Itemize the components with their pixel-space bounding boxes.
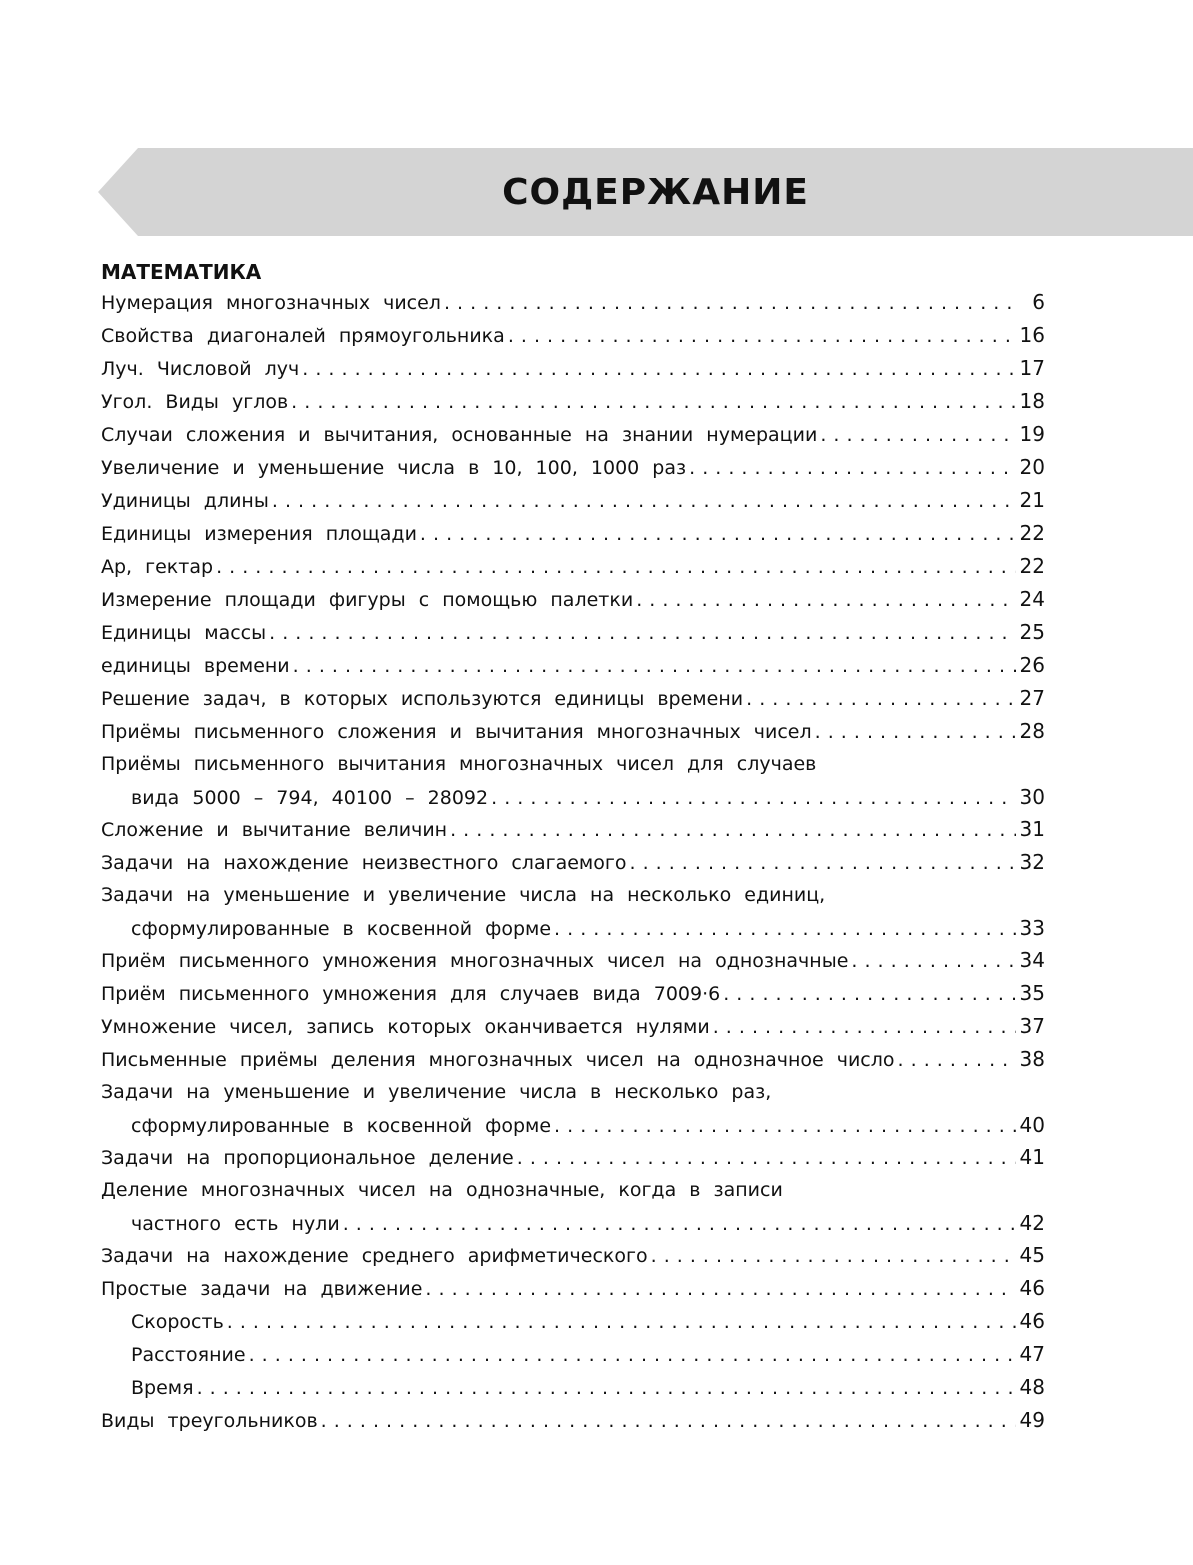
- toc-entry-line: [101, 1239, 1045, 1272]
- toc-entry-line: [101, 484, 1045, 517]
- toc-entry[interactable]: [101, 352, 1045, 385]
- toc-entry-line: [101, 781, 1045, 813]
- toc-entry-line: [101, 1043, 1045, 1076]
- dot-leader: [713, 1011, 1016, 1044]
- toc-entry-title: Простые задачи на движение: [101, 1278, 423, 1300]
- dot-leader: [820, 419, 1015, 452]
- toc-entry-line: [101, 1338, 1045, 1371]
- toc-entry-title: единицы времени: [101, 655, 290, 677]
- toc-entry-line: [101, 517, 1045, 550]
- toc-entry[interactable]: [101, 1043, 1045, 1076]
- dot-leader: [491, 782, 1015, 814]
- toc-entry-line: [101, 1109, 1045, 1141]
- toc-entry-line: [101, 451, 1045, 484]
- toc-page-number: 35: [1019, 981, 1045, 1005]
- toc-entry-title: вида 5000 – 794, 40100 – 28092: [131, 787, 489, 809]
- toc-entry-title: Умножение чисел, запись которых оканчивается нулями: [101, 1016, 710, 1038]
- toc-entry-line: [101, 912, 1045, 944]
- dot-leader: [197, 1372, 1016, 1405]
- toc-entry-title: Случаи сложения и вычитания, основанные на знании нумерации: [101, 424, 818, 446]
- toc-entry[interactable]: [101, 846, 1045, 879]
- toc-entry-line: [101, 1010, 1045, 1043]
- toc-page-number: 45: [1019, 1243, 1045, 1267]
- dot-leader: [321, 1405, 1016, 1438]
- toc-entry[interactable]: [101, 977, 1045, 1010]
- toc-entry[interactable]: [101, 319, 1045, 352]
- toc-entry-title: Расстояние: [131, 1344, 246, 1366]
- toc-page-number: 46: [1019, 1276, 1045, 1300]
- toc-page-number: 38: [1019, 1047, 1045, 1071]
- toc-page-number: 46: [1019, 1309, 1045, 1333]
- toc-page-number: 30: [1019, 785, 1045, 809]
- toc-entry-line: [101, 583, 1045, 616]
- toc-entry[interactable]: [101, 1272, 1045, 1305]
- dot-leader: [343, 1208, 1016, 1240]
- toc-entry-line: [101, 319, 1045, 352]
- toc-entry[interactable]: [101, 583, 1045, 616]
- toc-entry[interactable]: [101, 1076, 1045, 1141]
- toc-entry-title: Измерение площади фигуры с помощью палетки: [101, 589, 634, 611]
- toc-entry-title: Единицы измерения площади: [101, 523, 417, 545]
- toc-entry[interactable]: [101, 385, 1045, 418]
- toc-page-number: 19: [1019, 422, 1045, 446]
- toc-entry-title: Задачи на пропорциональное деление: [101, 1147, 514, 1169]
- dot-leader: [508, 320, 1016, 353]
- toc-entry[interactable]: [101, 715, 1045, 748]
- toc-entry-title: сформулированные в косвенной форме: [131, 1115, 552, 1137]
- toc-entry-title: сформулированные в косвенной форме: [131, 918, 552, 940]
- dot-leader: [272, 485, 1016, 518]
- toc-entry-title: Время: [131, 1377, 194, 1399]
- toc-entry[interactable]: [101, 879, 1045, 944]
- dot-leader: [444, 287, 1019, 320]
- toc-entry-title: Единицы массы: [101, 622, 267, 644]
- toc-entry-title: Нумерация многозначных чисел: [101, 292, 441, 314]
- toc-entry-line: [101, 715, 1045, 748]
- toc-page-number: 42: [1019, 1211, 1045, 1235]
- dot-leader: [554, 913, 1016, 945]
- dot-leader: [554, 1110, 1016, 1142]
- toc-entry-title: Приёмы письменного вычитания многозначных чисел для случаев: [101, 753, 817, 775]
- dot-leader: [629, 847, 1015, 880]
- toc-entry-line: [101, 286, 1045, 319]
- dot-leader: [651, 1240, 1016, 1273]
- toc-page-number: 17: [1019, 356, 1045, 380]
- toc-entry[interactable]: [101, 1371, 1045, 1404]
- dot-leader: [249, 1339, 1016, 1372]
- toc-entry-title: Приёмы письменного сложения и вычитания многозначных чисел: [101, 721, 812, 743]
- toc-entry-title: Приём письменного умножения многозначных чисел на однозначные: [101, 950, 849, 972]
- toc-entry-line: [101, 1305, 1045, 1338]
- toc-entry[interactable]: [101, 616, 1045, 649]
- toc-page-number: 49: [1019, 1408, 1045, 1432]
- title-banner: [98, 148, 1193, 236]
- toc-page-number: 26: [1019, 653, 1045, 677]
- toc-entry-line: [101, 1174, 1045, 1207]
- toc-page-number: 32: [1019, 850, 1045, 874]
- toc-page-number: 6: [1032, 290, 1045, 314]
- toc-entry-line: [101, 944, 1045, 977]
- toc-entry[interactable]: [101, 286, 1045, 319]
- toc-page-number: 48: [1019, 1375, 1045, 1399]
- dot-leader: [517, 1142, 1016, 1175]
- toc-entry-title: Скорость: [131, 1311, 224, 1333]
- toc-entry-title: Сложение и вычитание величин: [101, 819, 448, 841]
- dot-leader: [269, 617, 1015, 650]
- toc-entry-line: [101, 352, 1045, 385]
- toc-entry-title: Задачи на уменьшение и увеличение числа в несколько раз,: [101, 1081, 772, 1103]
- toc-entry-line: [101, 1207, 1045, 1239]
- toc-entry[interactable]: [101, 748, 1045, 813]
- dot-leader: [898, 1044, 1016, 1077]
- toc-entry-line: [101, 1141, 1045, 1174]
- toc-entry[interactable]: [101, 944, 1045, 977]
- toc-entry[interactable]: [101, 484, 1045, 517]
- toc-entry[interactable]: [101, 1174, 1045, 1239]
- dot-leader: [723, 978, 1015, 1011]
- toc-entry-line: [101, 385, 1045, 418]
- dot-leader: [450, 814, 1015, 847]
- toc-entry-title: Письменные приёмы деления многозначных чисел на однозначное число: [101, 1049, 895, 1071]
- toc-entry-title: Задачи на уменьшение и увеличение числа на несколько единиц,: [101, 884, 826, 906]
- toc-entry[interactable]: [101, 418, 1045, 451]
- toc-entry[interactable]: [101, 1141, 1045, 1174]
- table-of-contents: [101, 286, 1045, 1437]
- toc-entry-line: [101, 879, 1045, 912]
- toc-page-number: 16: [1019, 323, 1045, 347]
- toc-page-number: 31: [1019, 817, 1045, 841]
- toc-entry-title: Задачи на нахождение неизвестного слагаемого: [101, 852, 627, 874]
- toc-entry-line: [101, 1076, 1045, 1109]
- toc-page-number: 33: [1019, 916, 1045, 940]
- toc-page-number: 21: [1019, 488, 1045, 512]
- toc-entry-title: Деление многозначных чисел на однозначные, когда в записи: [101, 1179, 783, 1201]
- toc-entry[interactable]: [101, 1404, 1045, 1437]
- toc-page-number: 24: [1019, 587, 1045, 611]
- toc-entry[interactable]: [101, 682, 1045, 715]
- toc-entry-line: [101, 846, 1045, 879]
- toc-page-number: 25: [1019, 620, 1045, 644]
- dot-leader: [291, 386, 1015, 419]
- toc-entry[interactable]: [101, 1338, 1045, 1371]
- dot-leader: [425, 1273, 1015, 1306]
- toc-entry-title: Луч. Числовой луч: [101, 358, 300, 380]
- toc-page-number: 18: [1019, 389, 1045, 413]
- toc-entry[interactable]: [101, 1010, 1045, 1043]
- toc-entry-line: [101, 1272, 1045, 1305]
- toc-entry-line: [101, 1371, 1045, 1404]
- toc-entry-title: Приём письменного умножения для случаев вида 7009·6: [101, 983, 721, 1005]
- toc-entry-line: [101, 1404, 1045, 1437]
- toc-page-number: 34: [1019, 948, 1045, 972]
- toc-entry-title: Угол. Виды углов: [101, 391, 289, 413]
- dot-leader: [293, 650, 1016, 683]
- toc-entry-line: [101, 813, 1045, 846]
- toc-entry-title: Свойства диагоналей прямоугольника: [101, 325, 505, 347]
- dot-leader: [216, 551, 1015, 584]
- toc-entry-line: [101, 550, 1045, 583]
- toc-page-number: 40: [1019, 1113, 1045, 1137]
- toc-entry[interactable]: [101, 517, 1045, 550]
- toc-page-number: 28: [1019, 719, 1045, 743]
- toc-page-number: 27: [1019, 686, 1045, 710]
- toc-entry-title: Увеличение и уменьшение числа в 10, 100, 1000 раз: [101, 457, 687, 479]
- page-title: СОДЕРЖАНИЕ: [502, 172, 809, 213]
- toc-entry-title: Задачи на нахождение среднего арифметического: [101, 1245, 648, 1267]
- toc-entry-line: [101, 748, 1045, 781]
- toc-entry-title: Ар, гектар: [101, 556, 214, 578]
- toc-page-number: 37: [1019, 1014, 1045, 1038]
- toc-entry-title: Виды треугольников: [101, 1410, 318, 1432]
- toc-entry-line: [101, 418, 1045, 451]
- toc-entry[interactable]: [101, 649, 1045, 682]
- toc-entry[interactable]: [101, 1305, 1045, 1338]
- toc-page-number: 41: [1019, 1145, 1045, 1169]
- toc-page-number: 20: [1019, 455, 1045, 479]
- toc-entry-line: [101, 977, 1045, 1010]
- dot-leader: [420, 518, 1016, 551]
- toc-page-number: 22: [1019, 521, 1045, 545]
- toc-entry[interactable]: [101, 813, 1045, 846]
- dot-leader: [815, 716, 1016, 749]
- dot-leader: [302, 353, 1015, 386]
- dot-leader: [227, 1306, 1016, 1339]
- toc-entry-line: [101, 616, 1045, 649]
- toc-page-number: 22: [1019, 554, 1045, 578]
- toc-entry[interactable]: [101, 451, 1045, 484]
- dot-leader: [689, 452, 1015, 485]
- toc-entry-title: Удиницы длины: [101, 490, 269, 512]
- toc-entry[interactable]: [101, 550, 1045, 583]
- toc-entry-title: Решение задач, в которых используются единицы времени: [101, 688, 744, 710]
- dot-leader: [851, 945, 1015, 978]
- toc-entry[interactable]: [101, 1239, 1045, 1272]
- toc-entry-line: [101, 649, 1045, 682]
- dot-leader: [746, 683, 1015, 716]
- section-heading: МАТЕМАТИКА: [101, 260, 262, 284]
- dot-leader: [636, 584, 1015, 617]
- toc-entry-line: [101, 682, 1045, 715]
- toc-entry-title: частного есть нули: [131, 1213, 340, 1235]
- toc-page-number: 47: [1019, 1342, 1045, 1366]
